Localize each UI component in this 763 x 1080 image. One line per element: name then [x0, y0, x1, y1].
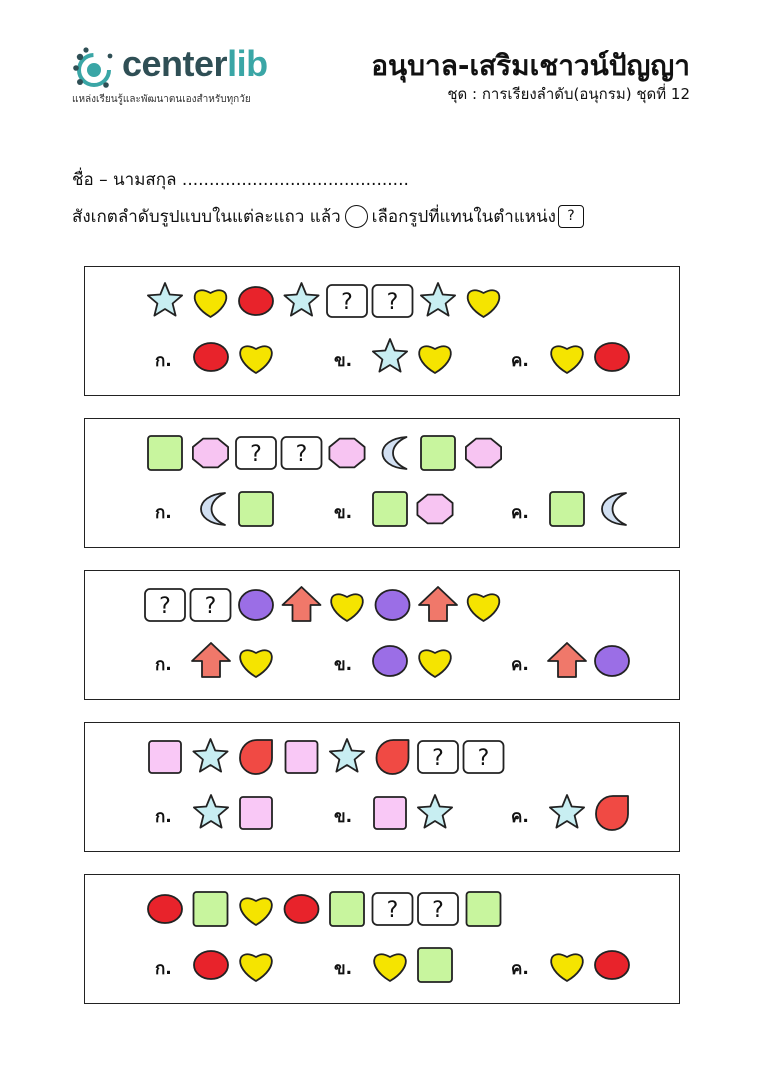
answer-option-1[interactable]: [192, 643, 272, 677]
question-box: [191, 589, 231, 621]
violet-oval-icon: [239, 590, 273, 620]
puzzle-row-4: [84, 722, 680, 852]
octagon-icon: [417, 495, 452, 524]
option-label-2: ข.: [334, 807, 353, 827]
worksheet-title: อนุบาล-เสริมเชาวน์ปัญญา: [371, 49, 690, 82]
answer-option-2[interactable]: [373, 646, 451, 677]
circle-icon: [345, 205, 368, 228]
answer-option-2[interactable]: [374, 948, 452, 982]
option-label-1: ก.: [155, 351, 172, 371]
pattern-sequence: [148, 892, 501, 926]
question-box: [373, 893, 413, 925]
drop-icon: [240, 740, 272, 774]
green-square-icon: [467, 892, 501, 926]
star-icon: [148, 283, 182, 316]
question-box: [327, 285, 367, 317]
answer-option-1[interactable]: [194, 951, 272, 981]
option-label-3: ค.: [511, 959, 529, 979]
star-icon: [194, 795, 228, 828]
question-box-icon: ?: [558, 205, 584, 228]
green-square-icon: [421, 436, 455, 470]
red-oval-icon: [285, 895, 319, 923]
star-icon: [284, 283, 318, 316]
answer-option-1[interactable]: [194, 343, 272, 373]
logo-mark-icon: [70, 44, 122, 96]
green-square-icon: [550, 492, 584, 526]
moon-icon: [383, 437, 407, 469]
option-label-1: ก.: [155, 959, 172, 979]
green-square-icon: [418, 948, 452, 982]
pattern-sequence: [148, 283, 499, 317]
green-square-icon: [194, 892, 228, 926]
drop-icon: [596, 796, 628, 830]
puzzle-graphics: [85, 571, 679, 699]
question-box: [418, 893, 458, 925]
answer-option-1[interactable]: [194, 795, 272, 829]
star-icon: [418, 795, 452, 828]
logo-text-lib: lib: [227, 43, 268, 84]
star-icon: [330, 739, 364, 772]
option-label-3: ค.: [511, 655, 529, 675]
heart-icon: [468, 290, 500, 317]
question-mark: ?: [341, 290, 353, 315]
arrow-icon: [548, 643, 586, 677]
violet-oval-icon: [373, 646, 407, 676]
heart-icon: [240, 898, 272, 925]
name-field-line: ชื่อ – นามสกุล ..........................................: [72, 170, 409, 190]
answer-option-3[interactable]: [551, 951, 629, 981]
option-label-2: ข.: [334, 351, 353, 371]
red-oval-icon: [595, 951, 629, 979]
pattern-sequence: [145, 587, 499, 621]
arrow-icon: [419, 587, 457, 621]
green-square-icon: [373, 492, 407, 526]
heart-icon: [240, 346, 272, 373]
question-box: [373, 285, 413, 317]
question-box: [464, 741, 504, 773]
puzzle-graphics: [85, 419, 679, 547]
green-square-icon: [330, 892, 364, 926]
option-label-3: ค.: [511, 807, 529, 827]
question-mark: ?: [477, 746, 490, 771]
moon-icon: [201, 493, 225, 525]
star-icon: [550, 795, 584, 828]
heart-icon: [195, 290, 227, 317]
pattern-sequence: [148, 436, 501, 470]
option-label-1: ก.: [155, 655, 172, 675]
octagon-icon: [329, 439, 364, 468]
question-box: [282, 437, 322, 469]
puzzle-row-1: [84, 266, 680, 396]
puzzle-row-5: [84, 874, 680, 1004]
violet-oval-icon: [595, 646, 629, 676]
arrow-icon: [192, 643, 230, 677]
heart-icon: [468, 594, 500, 621]
green-square-icon: [239, 492, 273, 526]
question-mark: ?: [432, 898, 444, 923]
answer-option-2[interactable]: [374, 795, 452, 829]
instruction-text-a: สังเกตลำดับรูปแบบในแต่ละแถว แล้ว: [72, 207, 341, 227]
option-label-3: ค.: [511, 351, 529, 371]
instruction: [72, 203, 584, 230]
red-oval-icon: [239, 287, 273, 315]
pink-square-icon: [240, 797, 272, 829]
moon-icon: [602, 493, 626, 525]
red-oval-icon: [194, 343, 228, 371]
heart-icon: [551, 346, 583, 373]
logo-wordmark: [122, 42, 268, 86]
puzzle-graphics: [85, 875, 679, 1003]
question-mark: ?: [295, 442, 308, 467]
arrow-icon: [283, 587, 321, 621]
puzzle-graphics: [85, 723, 679, 851]
logo-tagline: แหล่งเรียนรู้และพัฒนาตนเองสำหรับทุกวัย: [72, 94, 251, 105]
question-mark: ?: [204, 594, 217, 619]
heart-icon: [240, 954, 272, 981]
option-label-2: ข.: [334, 959, 353, 979]
heart-icon: [419, 650, 451, 677]
answer-option-3[interactable]: [550, 795, 628, 830]
question-mark: ?: [386, 898, 399, 923]
heart-icon: [240, 650, 272, 677]
star-icon: [421, 283, 455, 316]
pink-square-icon: [286, 741, 318, 773]
puzzle-row-3: [84, 570, 680, 700]
answer-option-3[interactable]: [550, 492, 626, 526]
green-square-icon: [148, 436, 182, 470]
question-mark: ?: [386, 290, 399, 315]
violet-oval-icon: [376, 590, 410, 620]
pink-square-icon: [374, 797, 406, 829]
option-label-1: ก.: [155, 503, 172, 523]
instruction-text-b: เลือกรูปที่แทนในตำแหน่ง: [371, 207, 556, 227]
option-label-3: ค.: [511, 503, 529, 523]
heart-icon: [419, 346, 451, 373]
answer-option-3[interactable]: [551, 343, 629, 373]
question-box: [418, 741, 458, 773]
option-label-1: ก.: [155, 807, 172, 827]
answer-option-2[interactable]: [373, 492, 453, 526]
octagon-icon: [466, 439, 501, 468]
octagon-icon: [193, 439, 228, 468]
answer-option-3[interactable]: [548, 643, 629, 677]
question-box: [236, 437, 276, 469]
red-oval-icon: [595, 343, 629, 371]
question-box: [145, 589, 185, 621]
answer-option-1[interactable]: [201, 492, 273, 526]
drop-icon: [377, 740, 409, 774]
pink-square-icon: [149, 741, 181, 773]
puzzle-graphics: [85, 267, 679, 395]
red-oval-icon: [148, 895, 182, 923]
question-mark: ?: [432, 746, 444, 771]
option-label-2: ข.: [334, 655, 353, 675]
answer-option-2[interactable]: [373, 339, 451, 373]
option-label-2: ข.: [334, 503, 353, 523]
centerlib-logo: [70, 40, 300, 110]
heart-icon: [374, 954, 406, 981]
star-icon: [193, 739, 227, 772]
pattern-sequence: [149, 739, 504, 774]
question-mark: ?: [159, 594, 171, 619]
worksheet-subtitle: ชุด : การเรียงลำดับ(อนุกรม) ชุดที่ 12: [447, 85, 690, 103]
heart-icon: [331, 594, 363, 621]
puzzle-row-2: [84, 418, 680, 548]
question-mark: ?: [250, 442, 262, 467]
heart-icon: [551, 954, 583, 981]
logo-text-center: center: [122, 43, 228, 84]
star-icon: [373, 339, 407, 372]
red-oval-icon: [194, 951, 228, 979]
